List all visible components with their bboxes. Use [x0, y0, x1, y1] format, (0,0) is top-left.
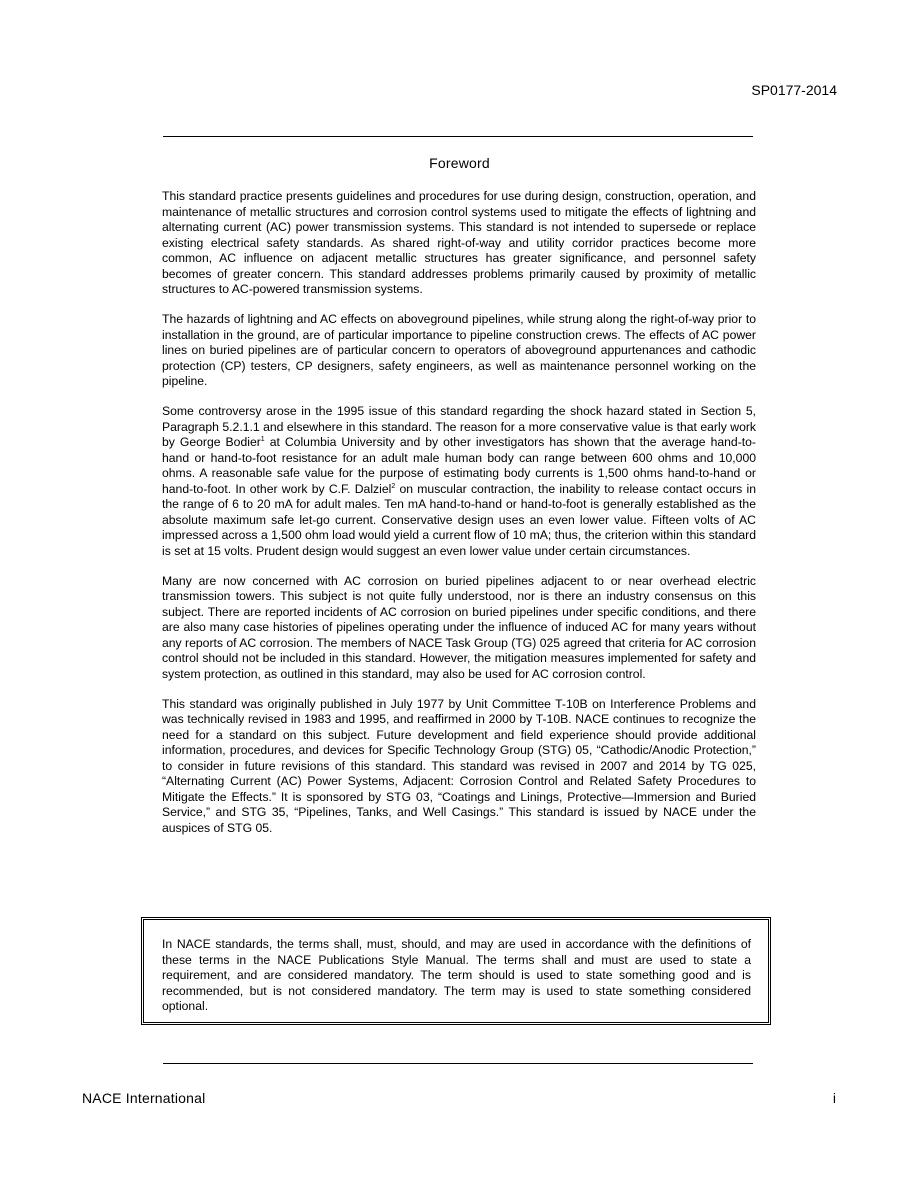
terminology-note-text: In NACE standards, the terms shall, must, should, and may are used in accordance with the definitions of these terms in the NACE Publications Style Manual. The terms shall and must are used to state a requirement, and are considered mandatory. The term should is used to state something good and is recommended, but is not considered mandatory. The term may is used to state something considered optional.	[162, 937, 751, 1013]
top-divider	[163, 136, 753, 137]
paragraph-4: Many are now concerned with AC corrosion on buried pipelines adjacent to or near overhead electric transmission towers. This subject is not quite fully understood, nor is there an industry consensus on this subject. There are reported incidents of AC corrosion on buried pipelines under specific conditions, and there are also many case histories of pipelines operating under the influence of induced AC for many years without any reports of AC corrosion. The members of NACE Task Group (TG) 025 agreed that criteria for AC corrosion control should not be included in this standard. However, the mitigation measures implemented for safety and system protection, as outlined in this standard, may also be used for AC corrosion control.	[162, 573, 756, 681]
page-title: Foreword	[429, 155, 490, 171]
paragraph-1: This standard practice presents guidelines and procedures for use during design, construction, operation, and maintenance of metallic structures and corrosion control systems used to mitigate the effects of lightning and alternating current (AC) power transmission systems. This standard is not intended to supersede or replace existing electrical safety standards. As shared right-of-way and utility corridor practices become more common, AC influence on adjacent metallic structures has greater significance, and personnel safety becomes of greater concern. This standard addresses problems primarily caused by proximity of metallic structures to AC-powered transmission systems.	[162, 189, 756, 296]
paragraph-2: The hazards of lightning and AC effects on aboveground pipelines, while strung along the right-of-way prior to installation in the ground, are of particular importance to pipeline construction crews. The effects of AC power lines on buried pipelines are of particular concern to operators of aboveground appurtenances and cathodic protection (CP) testers, CP designers, safety engineers, as well as maintenance personnel working on the pipeline.	[162, 312, 756, 388]
footnote-ref-2: 2	[391, 482, 396, 490]
terminology-note-box	[141, 917, 771, 1025]
document-id: SP0177-2014	[751, 82, 837, 98]
footer-organization: NACE International	[82, 1090, 206, 1106]
paragraph-3-part-c: on muscular contraction, the inability to release contact occurs in the range of 6 to 20 mA for adult males. Ten mA hand-to-hand or hand-to-foot is generally established as the absolute maximum safe let-go current. Conservative design uses an even lower value. Fifteen volts of AC impressed across a 1,500 ohm load would yield a current flow of 10 mA; thus, the criterion within this standard is set at 15 volts. Prudent design would suggest an even lower value under certain circumstances.	[162, 481, 756, 558]
paragraph-5: This standard was originally published in July 1977 by Unit Committee T-10B on Interference Problems and was technically revised in 1983 and 1995, and reaffirmed in 2000 by T-10B. NACE continues to recognize the need for a standard on this subject. Future development and field experience should provide additional information, procedures, and devices for Specific Technology Group (STG) 05, “Cathodic/Anodic Protection,” to consider in future revisions of this standard. This standard was revised in 2007 and 2014 by TG 025, “Alternating Current (AC) Power Systems, Adjacent: Corrosion Control and Related Safety Procedures to Mitigate the Effects.” It is sponsored by STG 03, “Coatings and Linings, Protective—Immersion and Buried Service,” and STG 35, “Pipelines, Tanks, and Well Casings.” This standard is issued by NACE under the auspices of STG 05.	[162, 696, 756, 835]
page-number: i	[832, 1090, 836, 1106]
paragraph-3	[162, 404, 756, 559]
foreword-body	[162, 189, 756, 851]
paragraph-3-part-b: at Columbia University and by other investigators has shown that the average hand-to-hand or hand-to-foot resistance for an adult male human body can range between 600 ohms and 10,000 ohms. A reasonable safe value for the purpose of estimating body currents is 1,500 ohms hand-to-hand or hand-to-foot. In other work by C.F. Dalziel	[162, 435, 756, 496]
bottom-divider	[163, 1063, 753, 1064]
footnote-ref-1: 1	[260, 435, 265, 443]
paragraph-3-part-a: Some controversy arose in the 1995 issue of this standard regarding the shock hazard stated in Section 5, Paragraph 5.2.1.1 and elsewhere in this standard. The reason for a more conservative value is that early work by George Bodier	[162, 404, 756, 449]
